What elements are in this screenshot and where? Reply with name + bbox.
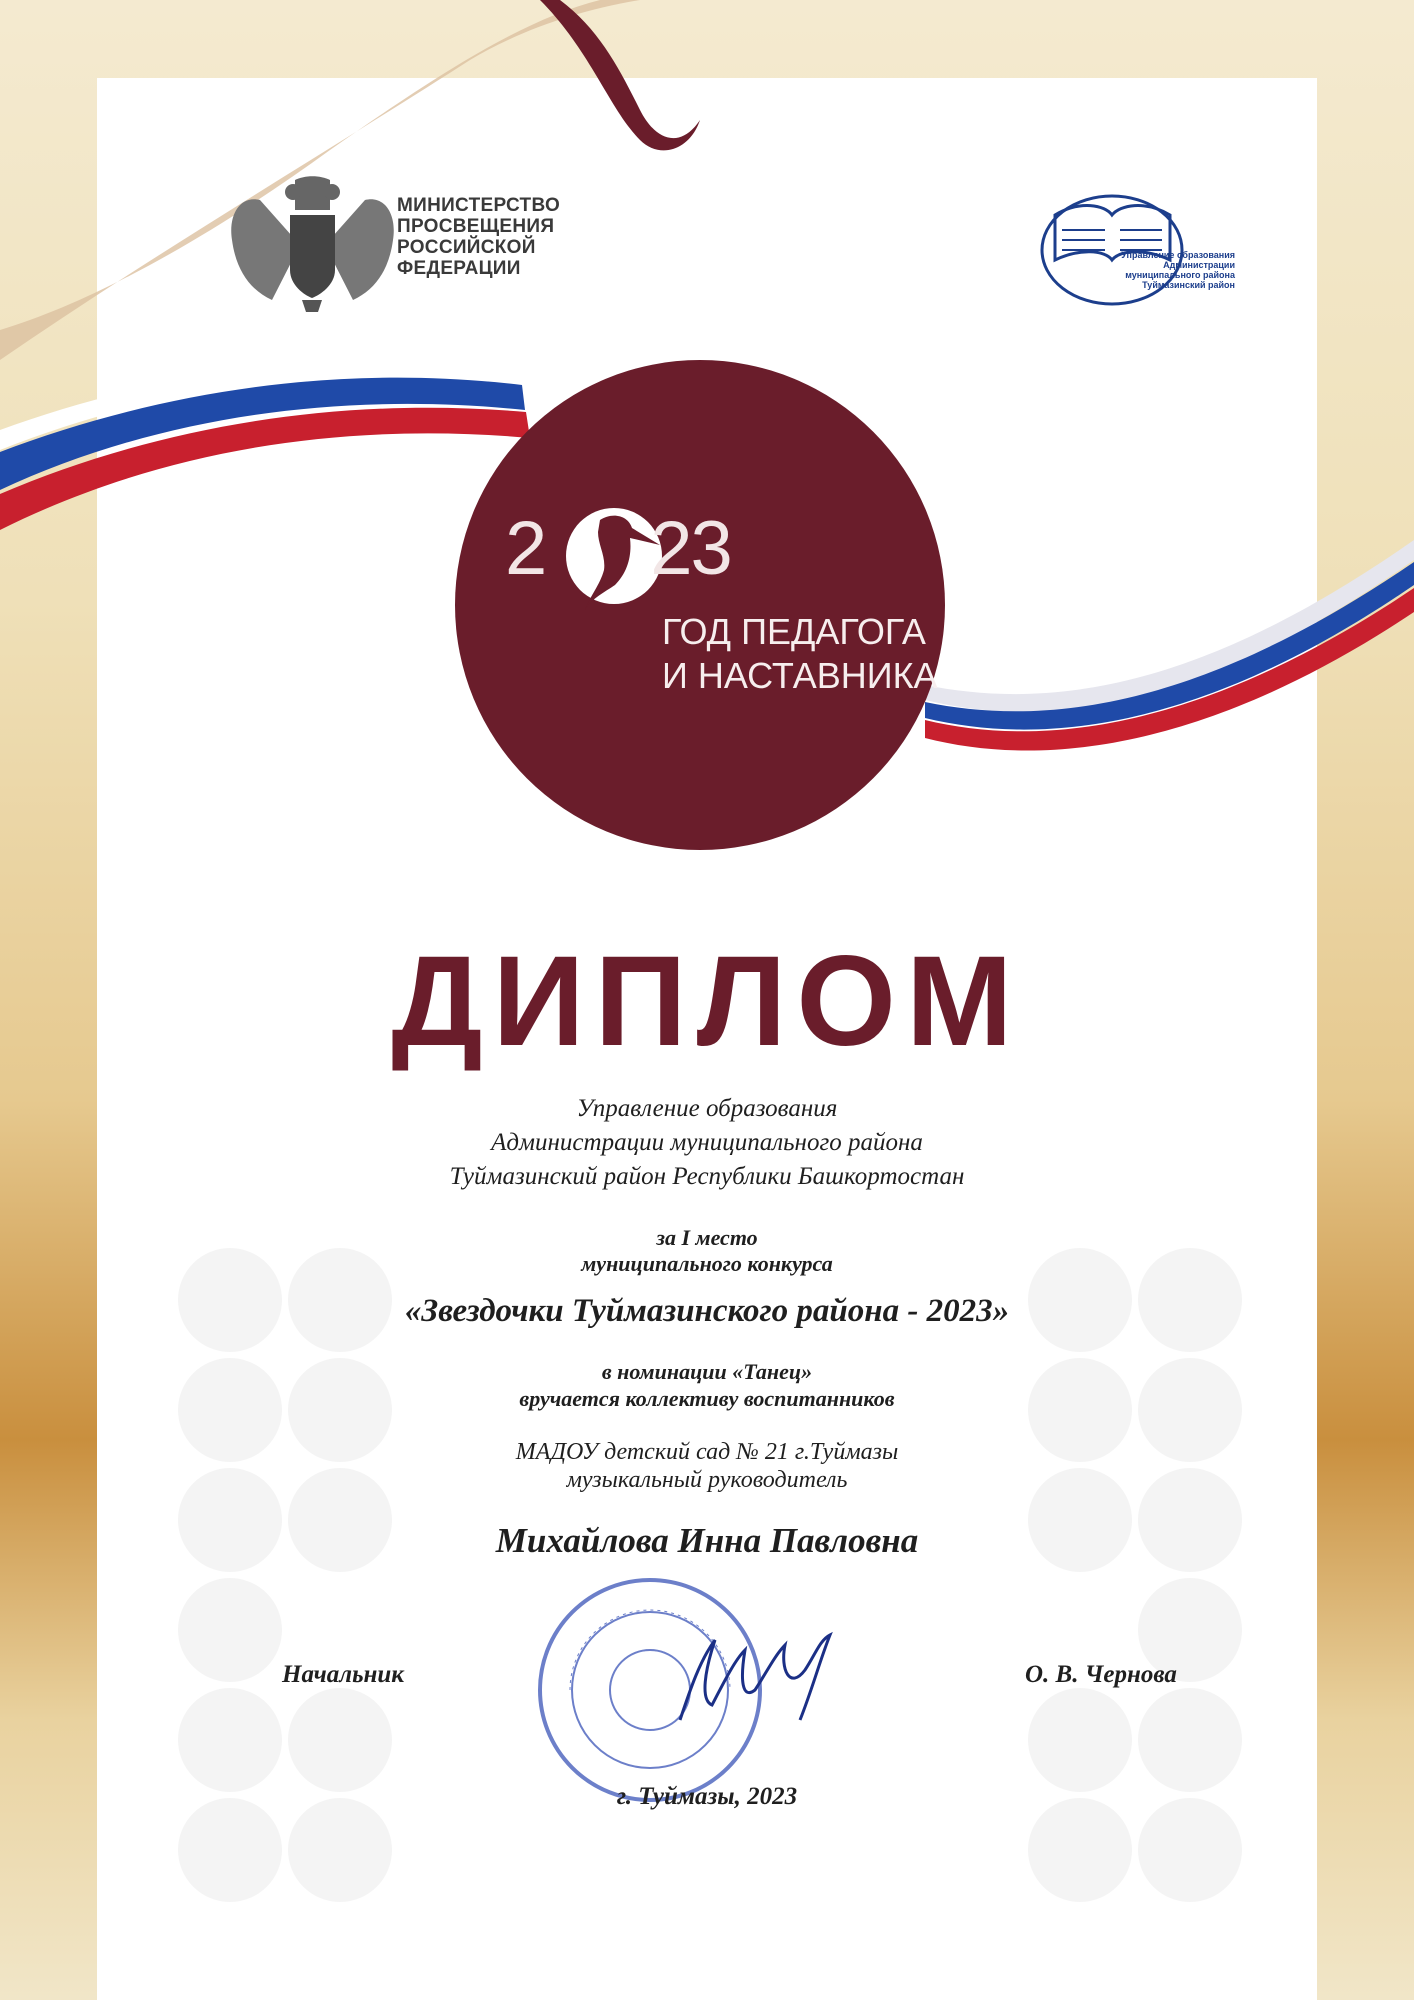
award-place: за I место (656, 1225, 758, 1250)
ministry-line: ПРОСВЕЩЕНИЯ (397, 216, 555, 237)
year-emblem-circle (455, 360, 945, 850)
issuer-block (0, 1092, 1414, 1194)
organization: МАДОУ детский сад № 21 г.Туймазы (515, 1439, 899, 1465)
recipient-name: Михайлова Инна Павловна (495, 1521, 919, 1560)
place-year: г. Туймазы, 2023 (616, 1783, 798, 1810)
nomination-block (0, 1358, 1414, 1412)
district-logo-text (1075, 250, 1235, 290)
issuer-line: Администрации муниципального района (491, 1129, 923, 1156)
ministry-line: МИНИСТЕРСТВО (397, 195, 561, 216)
organization-block (0, 1438, 1414, 1494)
signer-title: Начальник (282, 1661, 404, 1688)
subtitle-line2: И НАСТАВНИКА (662, 655, 938, 696)
subtitle-line1: ГОД ПЕДАГОГА (662, 611, 926, 652)
logo-line: Администрации (1163, 260, 1235, 270)
ribbon-burgundy (540, 0, 700, 150)
ministry-line: РОССИЙСКОЙ (397, 237, 536, 258)
nomination: в номинации «Танец» (601, 1359, 813, 1384)
recipient-intro: вручается коллективу воспитанников (519, 1386, 895, 1411)
year-left: 2 (505, 506, 546, 591)
diploma-title: ДИПЛОМ (391, 930, 1023, 1073)
year-right: 23 (650, 506, 731, 591)
year-label (505, 505, 731, 592)
logo-line: Управление образования (1121, 250, 1235, 260)
signer-name: О. В. Чернова (1025, 1661, 1177, 1688)
logo-line: Туймазинский район (1142, 280, 1235, 290)
emblem-subtitle (662, 610, 938, 698)
ministry-name (397, 195, 627, 279)
award-intro (0, 1225, 1414, 1277)
issuer-line: Туймазинский район Республики Башкортостан (449, 1163, 965, 1190)
contest-name: «Звездочки Туймазинского района - 2023» (404, 1293, 1010, 1329)
logo-line: муниципального района (1125, 270, 1235, 280)
official-stamp-icon (540, 1580, 760, 1800)
issuer-line: Управление образования (576, 1095, 838, 1122)
ministry-line: ФЕДЕРАЦИИ (397, 258, 521, 279)
position: музыкальный руководитель (566, 1467, 848, 1493)
contest-type: муниципального конкурса (581, 1251, 833, 1276)
signature-mark (680, 1635, 830, 1720)
